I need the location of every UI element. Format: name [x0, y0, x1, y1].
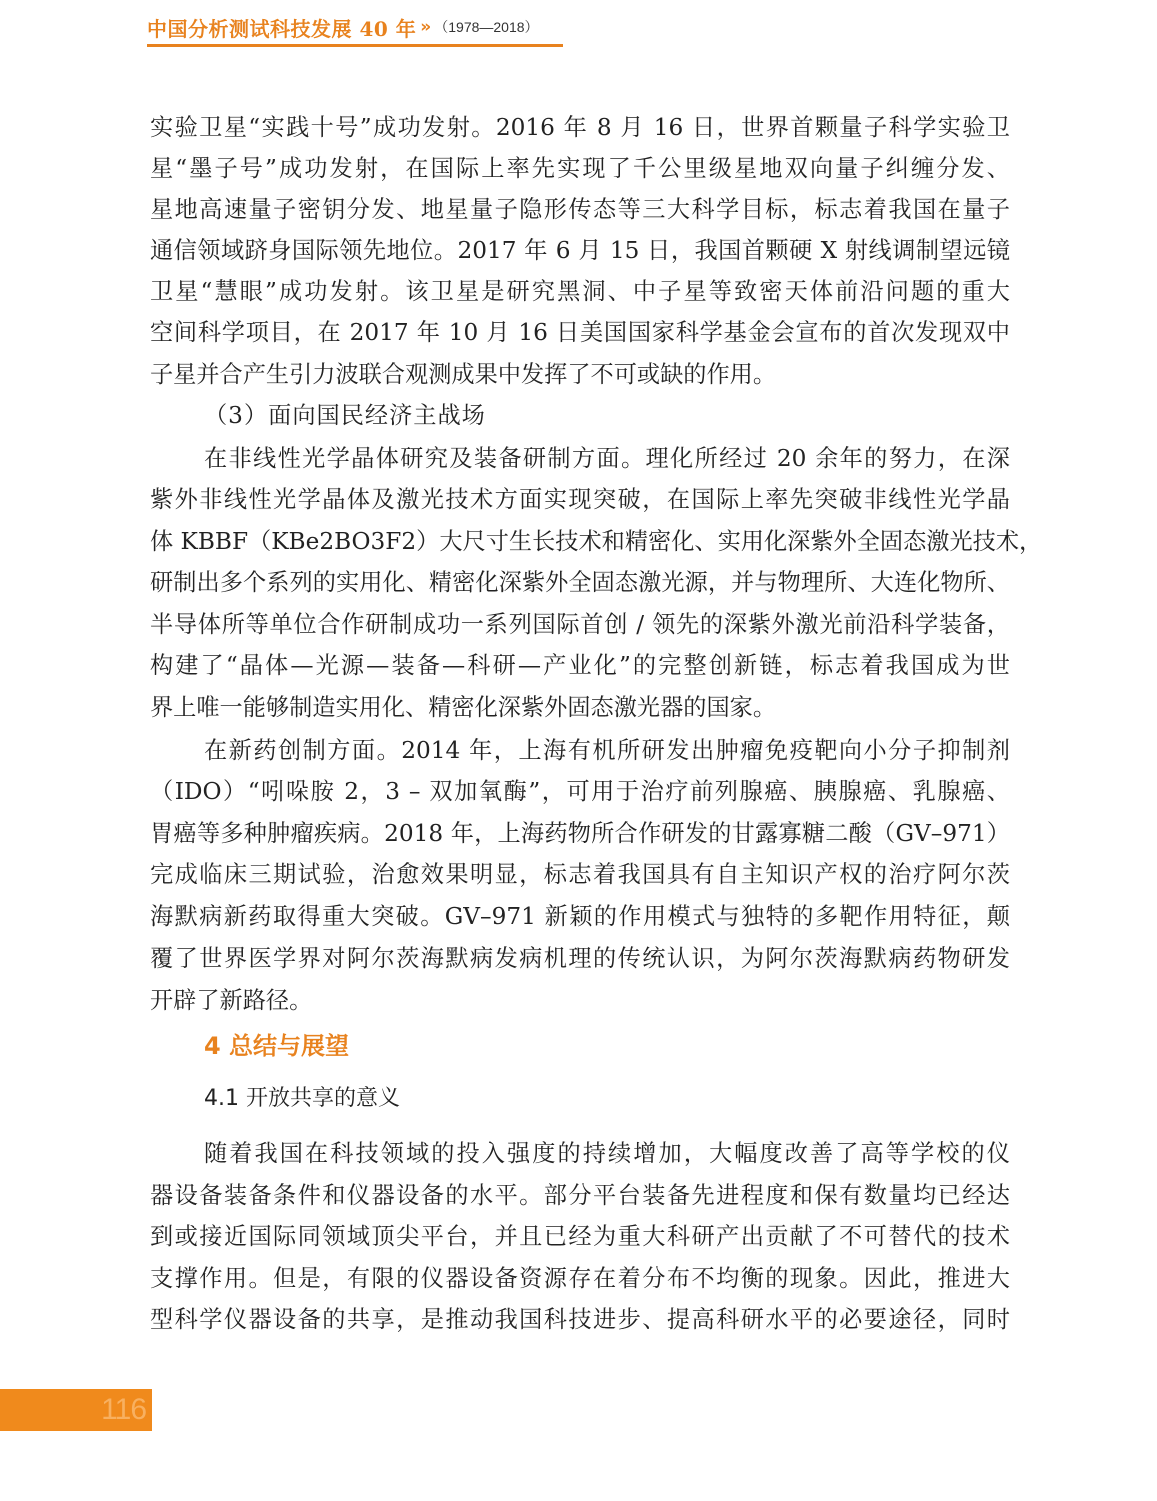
text-line: 星地高速量子密钥分发、地星量子隐形传态等三大科学目标，标志着我国在量子 [150, 196, 1010, 223]
page-number: 116 [101, 1393, 146, 1426]
text-line: 在新药创制方面。2014 年，上海有机所研发出肿瘤免疫靶向小分子抑制剂 [204, 737, 1010, 764]
text-line: 半导体所等单位合作研制成功一系列国际首创 / 领先的深紫外激光前沿科学装备， [150, 611, 1010, 638]
book-title: 中国分析测试科技发展 40 年 [147, 16, 417, 41]
page-number-tab [0, 1389, 152, 1431]
text-line: 开辟了新路径。 [150, 987, 313, 1014]
running-header [147, 14, 539, 40]
text-line: 器设备装备条件和仪器设备的水平。部分平台装备先进程度和保有数量均已经达 [150, 1182, 1010, 1209]
text-line: 支撑作用。但是，有限的仪器设备资源存在着分布不均衡的现象。因此，推进大 [150, 1265, 1010, 1292]
text-line: 空间科学项目，在 2017 年 10 月 16 日美国国家科学基金会宣布的首次发现双中 [150, 319, 1010, 346]
text-line: 紫外非线性光学晶体及激光技术方面实现突破，在国际上率先突破非线性光学晶 [150, 486, 1010, 513]
text-line: 型科学仪器设备的共享，是推动我国科技进步、提高科研水平的必要途径，同时 [150, 1306, 1010, 1333]
text-line: （IDO）“吲哚胺 2，3 – 双加氧酶”，可用于治疗前列腺癌、胰腺癌、乳腺癌、 [150, 778, 1010, 805]
text-line: 实验卫星“实践十号”成功发射。2016 年 8 月 16 日，世界首颗量子科学实验卫 [150, 114, 1010, 141]
section-heading: 4 总结与展望 [204, 1032, 350, 1060]
text-line: 体 KBBF（KBe2BO3F2）大尺寸生长技术和精密化、实用化深紫外全固态激光技术， [150, 528, 1043, 555]
text-line: 卫星“慧眼”成功发射。该卫星是研究黑洞、中子星等致密天体前沿问题的重大 [150, 278, 1010, 305]
text-line: 到或接近国际同领域顶尖平台，并且已经为重大科研产出贡献了不可替代的技术 [150, 1223, 1010, 1250]
text-line: 海默病新药取得重大突破。GV–971 新颖的作用模式与独特的多靶作用特征，颠 [150, 903, 1010, 930]
text-line: 完成临床三期试验，治愈效果明显，标志着我国具有自主知识产权的治疗阿尔茨 [150, 861, 1010, 888]
header-rule [147, 44, 563, 47]
subsection-3-heading: （3）面向国民经济主战场 [204, 402, 486, 429]
text-line: 通信领域跻身国际领先地位。2017 年 6 月 15 日，我国首颗硬 X 射线调制望远镜 [150, 237, 1010, 264]
text-line: 界上唯一能够制造实用化、精密化深紫外固态激光器的国家。 [150, 694, 777, 721]
text-line: 星“墨子号”成功发射，在国际上率先实现了千公里级星地双向量子纠缠分发、 [150, 155, 1010, 182]
text-line: 胃癌等多种肿瘤疾病。2018 年，上海药物所合作研发的甘露寡糖二酸（GV–971） [150, 820, 1010, 847]
text-line: 研制出多个系列的实用化、精密化深紫外全固态激光源，并与物理所、大连化物所、 [150, 569, 1010, 596]
text-line: 在非线性光学晶体研究及装备研制方面。理化所经过 20 余年的努力，在深 [204, 445, 1010, 472]
double-chevron-icon: » [420, 17, 432, 37]
subsection-heading: 4.1 开放共享的意义 [204, 1086, 400, 1111]
book-years: （1978—2018） [434, 19, 539, 35]
text-line: 构建了“晶体—光源—装备—科研—产业化”的完整创新链，标志着我国成为世 [150, 652, 1010, 679]
text-line: 覆了世界医学界对阿尔茨海默病发病机理的传统认识，为阿尔茨海默病药物研发 [150, 945, 1010, 972]
text-line: 随着我国在科技领域的投入强度的持续增加，大幅度改善了高等学校的仪 [204, 1140, 1010, 1167]
text-line: 子星并合产生引力波联合观测成果中发挥了不可或缺的作用。 [150, 361, 777, 388]
